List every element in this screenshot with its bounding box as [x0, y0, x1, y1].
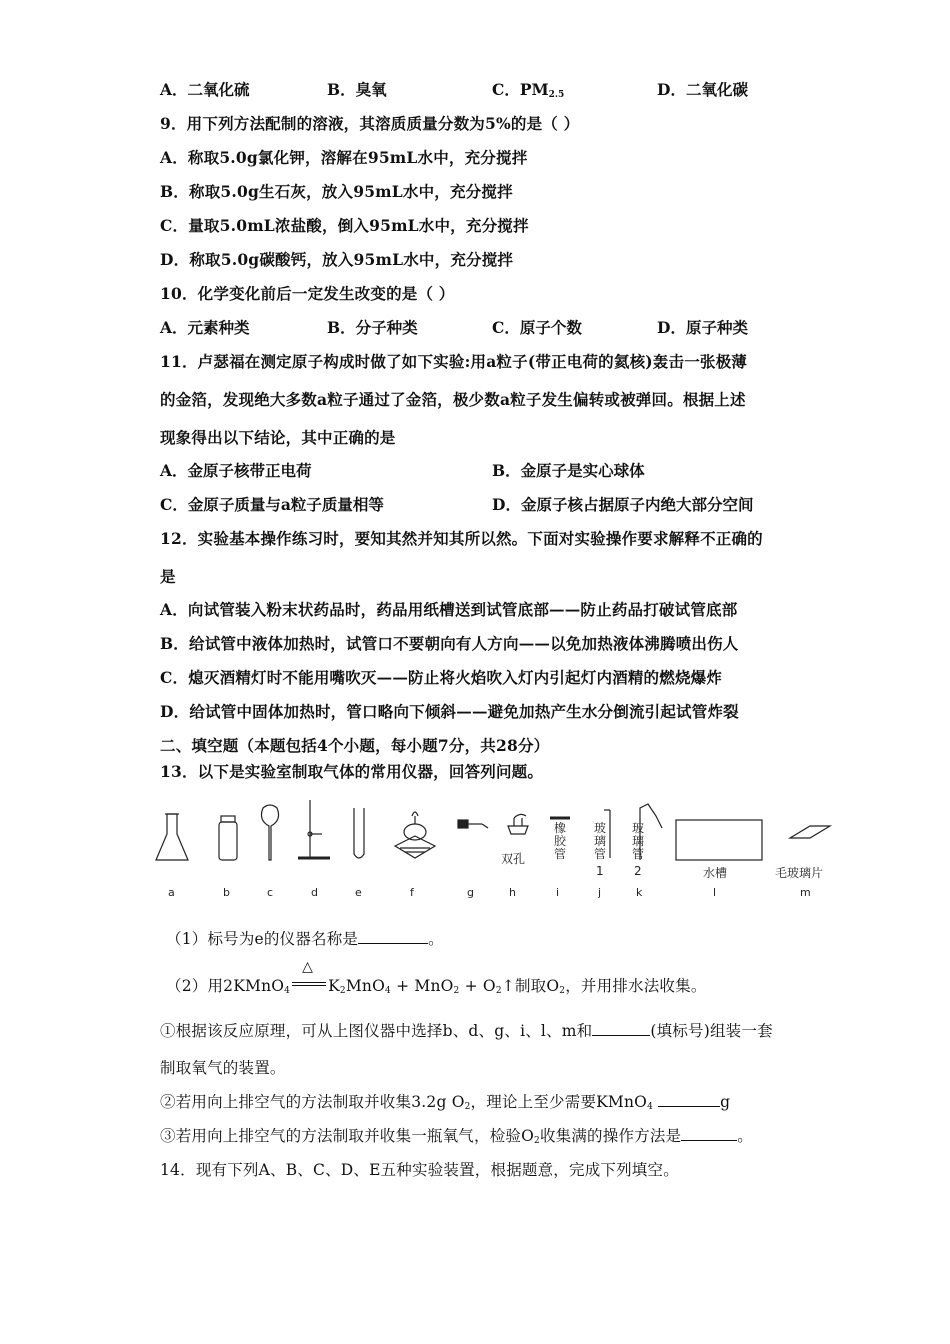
- label-j: j: [598, 886, 602, 899]
- i-tag: 橡胶管: [553, 821, 566, 861]
- heat-symbol-icon: △: [302, 959, 314, 975]
- answer-blank-1[interactable]: [358, 929, 428, 944]
- q9-option-a: A．称取5.0g氯化钾，溶解在95mL水中，充分搅拌: [160, 148, 528, 167]
- q12-line1: 12．实验基本操作练习时，要知其然并知其所以然。下面对实验操作要求解释不正确的: [160, 529, 763, 548]
- k-num: 2: [634, 864, 642, 878]
- apparatus-figure: [150, 798, 840, 903]
- q10-option-a: A．元素种类: [160, 318, 250, 337]
- j-num: 1: [596, 864, 604, 878]
- k-tag: 玻璃管: [631, 821, 644, 861]
- q13-sub1: ①根据该反应原理，可从上图仪器中选择b、d、g、i、l、m和 (填标号)组装一套: [160, 1022, 773, 1040]
- q13-part1: （1）标号为e的仪器名称是 。: [166, 930, 444, 948]
- m-tag: 毛玻璃片: [775, 866, 824, 880]
- q13-sub3: ③若用向上排空气的方法制取并收集一瓶氧气，检验$O_2$收集满的操作方法是 。: [160, 1127, 753, 1146]
- q11-option-a: A．金原子核带正电荷: [160, 461, 312, 480]
- label-a: a: [168, 886, 175, 899]
- q9-option-b: B．称取5.0g生石灰，放入95mL水中，充分搅拌: [160, 182, 513, 201]
- q10-stem: 10．化学变化前后一定发生改变的是（ ）: [160, 284, 455, 303]
- label-m: m: [800, 886, 811, 899]
- label-k: k: [636, 886, 643, 899]
- label-l: l: [713, 886, 717, 899]
- apparatus-drawing: [150, 798, 840, 903]
- label-c: c: [267, 886, 274, 899]
- section-heading: 二、填空题（本题包括4个小题，每小题7分，共28分）: [160, 736, 550, 755]
- label-b: b: [223, 886, 230, 899]
- water-trough-icon: [676, 820, 762, 860]
- q12-option-b: B．给试管中液体加热时，试管口不要朝向有人方向——以免加热液体沸腾喷出伤人: [160, 634, 739, 653]
- l-tag: 水槽: [703, 866, 728, 880]
- q8-option-c: C．$PM_{2.5}$: [492, 80, 565, 100]
- q11-option-b: B．金原子是实心球体: [492, 461, 645, 480]
- q14-stem: 14．现有下列A、B、C、D、E五种实验装置，根据题意，完成下列填空。: [160, 1161, 679, 1179]
- q11-line2: 的金箔，发现绝大多数a粒子通过了金箔，极少数a粒子发生偏转或被弹回。根据上述: [160, 390, 746, 409]
- glass-plate-icon: [790, 826, 830, 838]
- q9-stem: 9．用下列方法配制的溶液，其溶质质量分数为5%的是（ ）: [160, 114, 580, 133]
- conical-flask-icon: [156, 814, 188, 860]
- reagent-bottle-icon: [219, 816, 237, 860]
- q13-sub1-line2: 制取氧气的装置。: [160, 1059, 286, 1077]
- q10-option-d: D．原子种类: [657, 318, 748, 337]
- q13-sub2: ②若用向上排空气的方法制取并收集3.2g $O_2$，理论上至少需要KMnO$_4$ g: [160, 1093, 731, 1112]
- stopper-tube-icon: [458, 820, 488, 828]
- reaction-arrow: [290, 959, 328, 991]
- label-h: h: [509, 886, 516, 899]
- label-e: e: [355, 886, 362, 899]
- j-tag: 玻璃管: [593, 821, 606, 861]
- q8-option-d: D．二氧化碳: [657, 80, 748, 99]
- q13-part2: （2）用2KMnO$_4$ △ $K_2MnO_4 + MnO_2$ + $O_2↑$制取$O_2$，并用排水法收集。: [166, 959, 707, 996]
- q9-option-d: D．称取5.0g碳酸钙，放入95mL水中，充分搅拌: [160, 250, 514, 269]
- q9-option-c: C．量取5.0mL浓盐酸，倒入95mL水中，充分搅拌: [160, 216, 529, 235]
- label-i: i: [556, 886, 560, 899]
- q12-line2: 是: [160, 567, 176, 586]
- q12-option-a: A．向试管装入粉末状药品时，药品用纸槽送到试管底部——防止药品打破试管底部: [160, 600, 738, 619]
- q12-option-c: C．熄灭酒精灯时不能用嘴吹灭——防止将火焰吹入灯内引起灯内酒精的燃烧爆炸: [160, 668, 723, 687]
- answer-blank-2[interactable]: [592, 1021, 650, 1036]
- q10-option-c: C．原子个数: [492, 318, 582, 337]
- test-tube-icon: [354, 808, 364, 858]
- alcohol-lamp-icon: [395, 812, 435, 858]
- double-hole-stopper-icon: [508, 814, 528, 834]
- h-tag: 双孔: [501, 852, 526, 866]
- q11-line3: 现象得出以下结论，其中正确的是: [160, 428, 396, 447]
- label-d: d: [311, 886, 318, 899]
- q12-option-d: D．给试管中固体加热时，管口略向下倾斜——避免加热产生水分倒流引起试管炸裂: [160, 702, 739, 721]
- answer-blank-4[interactable]: [681, 1126, 737, 1141]
- funnel-icon: [261, 805, 278, 860]
- q11-line1: 11．卢瑟福在测定原子构成时做了如下实验:用a粒子(带正电荷的氦核)轰击一张极薄: [160, 352, 748, 371]
- label-g: g: [467, 886, 474, 899]
- q8-option-b: B．臭氧: [327, 80, 387, 99]
- q8-option-a: A．二氧化硫: [160, 80, 250, 99]
- answer-blank-3[interactable]: [658, 1092, 720, 1107]
- iron-stand-icon: [298, 800, 330, 858]
- q10-option-b: B．分子种类: [327, 318, 418, 337]
- q11-option-d: D．金原子核占据原子内绝大部分空间: [492, 495, 754, 514]
- q13-stem: 13．以下是实验室制取气体的常用仪器，回答列问题。: [160, 762, 544, 781]
- label-f: f: [410, 886, 414, 899]
- q11-option-c: C．金原子质量与a粒子质量相等: [160, 495, 384, 514]
